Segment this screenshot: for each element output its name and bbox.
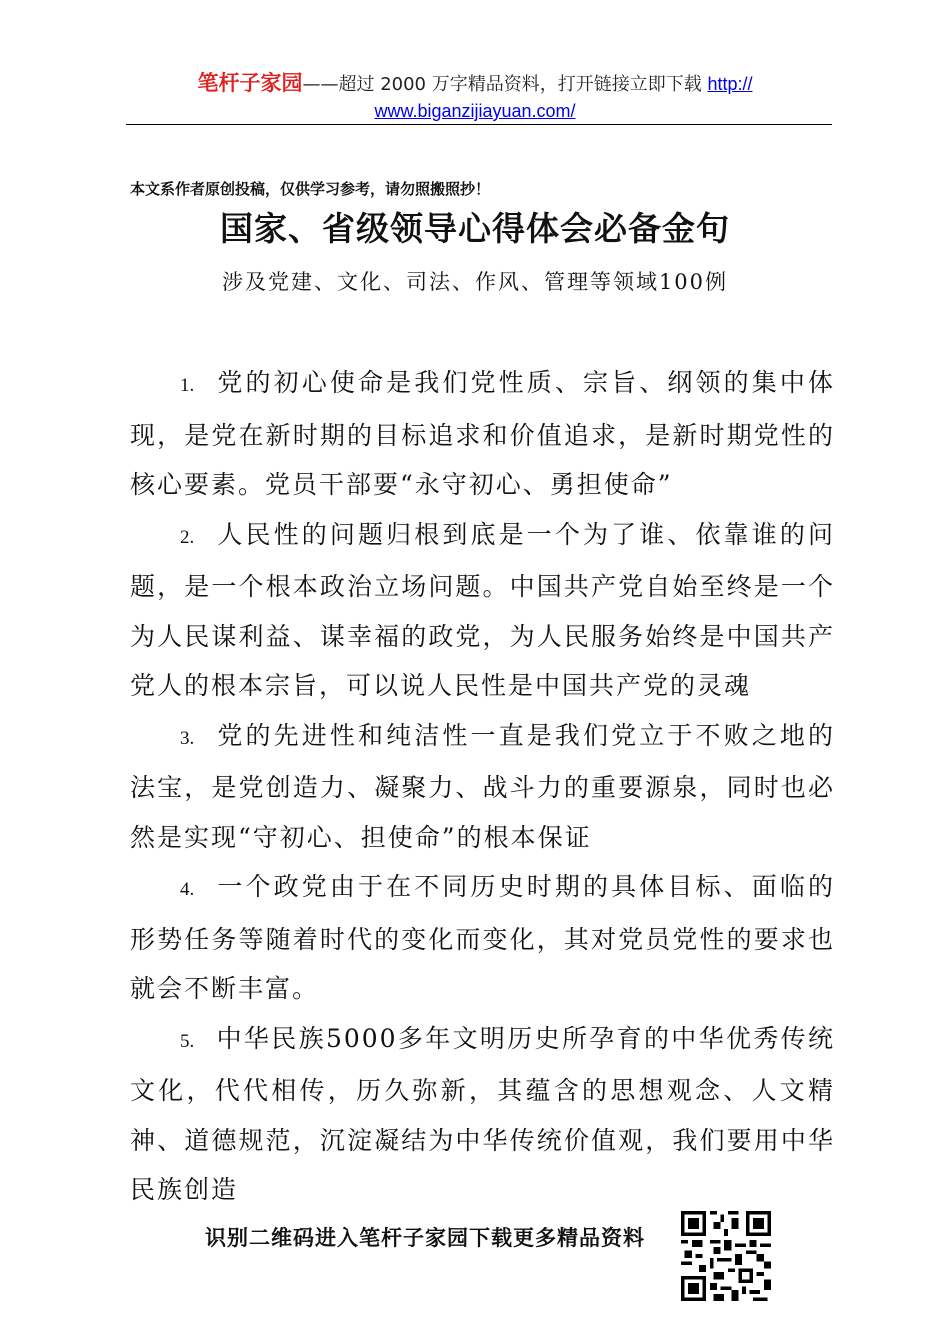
- item-number: 3.: [180, 727, 195, 749]
- quote-list: [130, 358, 835, 1215]
- list-item: [130, 358, 835, 510]
- item-text: 党的先进性和纯洁性一直是我们党立于不败之地的法宝，是党创造力、凝聚力、战斗力的重要源泉，同时也必然是实现“守初心、担使命”的根本保证: [130, 720, 835, 852]
- item-text: 党的初心使命是我们党性质、宗旨、纲领的集中体现，是党在新时期的目标追求和价值追求，是新时期党性的核心要素。党员干部要“永守初心、勇担使命”: [130, 368, 835, 499]
- footer-caption: 识别二维码进入笔杆子家园下载更多精品资料: [205, 1226, 645, 1250]
- header-tagline: ——超过 2000 万字精品资料，打开链接立即下载: [302, 74, 708, 95]
- list-item: [130, 1014, 835, 1215]
- item-text: 人民性的问题归根到底是一个为了谁、依靠谁的问题，是一个根本政治立场问题。中国共产党自始至终是一个为人民谋利益、谋幸福的政党，为人民服务始终是中国共产党人的根本宗旨，可以说人民性是中国共产党的灵魂: [130, 519, 835, 700]
- item-number: 5.: [180, 1030, 195, 1052]
- qr-code-icon[interactable]: [681, 1211, 771, 1301]
- list-item: [130, 510, 835, 711]
- item-text: 一个政党由于在不同历史时期的具体目标、面临的形势任务等随着时代的变化而变化，其对党员党性的要求也就会不断丰富。: [130, 872, 835, 1003]
- document-title: 国家、省级领导心得体会必备金句: [220, 209, 730, 248]
- header-line-1: [0, 70, 950, 98]
- brand-name: 笔杆子家园: [197, 71, 303, 95]
- document-subtitle: 涉及党建、文化、司法、作风、管理等领域100例: [221, 270, 729, 294]
- item-number: 1.: [180, 375, 195, 396]
- page-header: [0, 70, 950, 125]
- download-link-part1[interactable]: http://: [707, 74, 753, 94]
- copyright-notice: 本文系作者原创投稿，仅供学习参考，请勿照搬照抄！: [130, 180, 491, 198]
- header-line-2: [0, 98, 950, 125]
- item-number: 2.: [180, 526, 195, 548]
- download-link-part2[interactable]: www.biganzijiayuan.com/: [374, 101, 576, 121]
- item-text: 中华民族5000多年文明历史所孕育的中华优秀传统文化，代代相传，历久弥新，其蕴含的思想观念、人文精神、道德规范，沉淀凝结为中华传统价值观，我们要用中华民族创造: [130, 1023, 835, 1204]
- list-item: [130, 711, 835, 863]
- header-divider: [126, 124, 832, 125]
- list-item: [130, 862, 835, 1014]
- item-number: 4.: [180, 879, 195, 900]
